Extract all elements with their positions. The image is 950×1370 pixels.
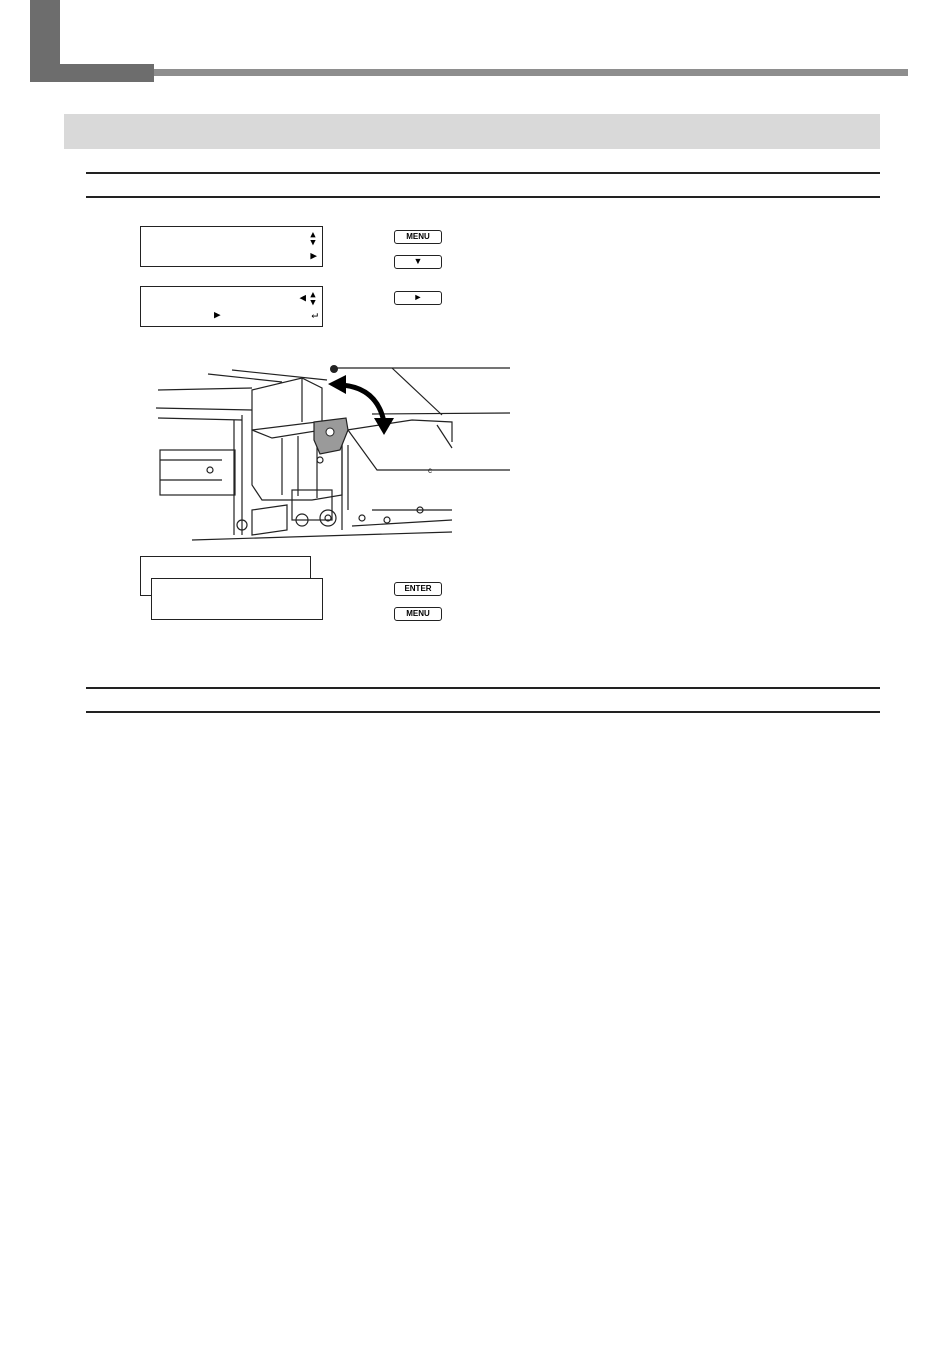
right-arrow-icon: ▶ xyxy=(214,308,221,321)
menu-key[interactable]: MENU xyxy=(394,607,442,621)
svg-text:c: c xyxy=(428,466,432,475)
printer-head-illustration xyxy=(152,360,522,550)
header-rule xyxy=(154,69,908,76)
section-title-band xyxy=(64,114,880,149)
return-icon: ↵ xyxy=(311,308,318,321)
procedure-2-top-rule xyxy=(86,687,880,689)
updown-arrow-icon: ▲ ▼ xyxy=(310,230,316,248)
lcd-screen-2 xyxy=(140,286,323,327)
right-key[interactable]: ► xyxy=(394,291,442,305)
lcd-screen-3-front xyxy=(151,578,323,620)
right-arrow-icon: ▶ xyxy=(310,249,317,262)
menu-key[interactable]: MENU xyxy=(394,230,442,244)
procedure-top-rule xyxy=(86,172,880,174)
enter-key[interactable]: ENTER xyxy=(394,582,442,596)
updown-arrow-icon: ▲ ▼ xyxy=(310,290,316,308)
down-key[interactable]: ▼ xyxy=(394,255,442,269)
procedure-2-heading-rule xyxy=(86,711,880,713)
lcd-screen-1 xyxy=(140,226,323,267)
chapter-tab-cutout xyxy=(60,0,154,64)
chapter-tab xyxy=(30,0,154,82)
procedure-heading-rule xyxy=(86,196,880,198)
left-arrow-icon: ◀ xyxy=(299,291,306,304)
